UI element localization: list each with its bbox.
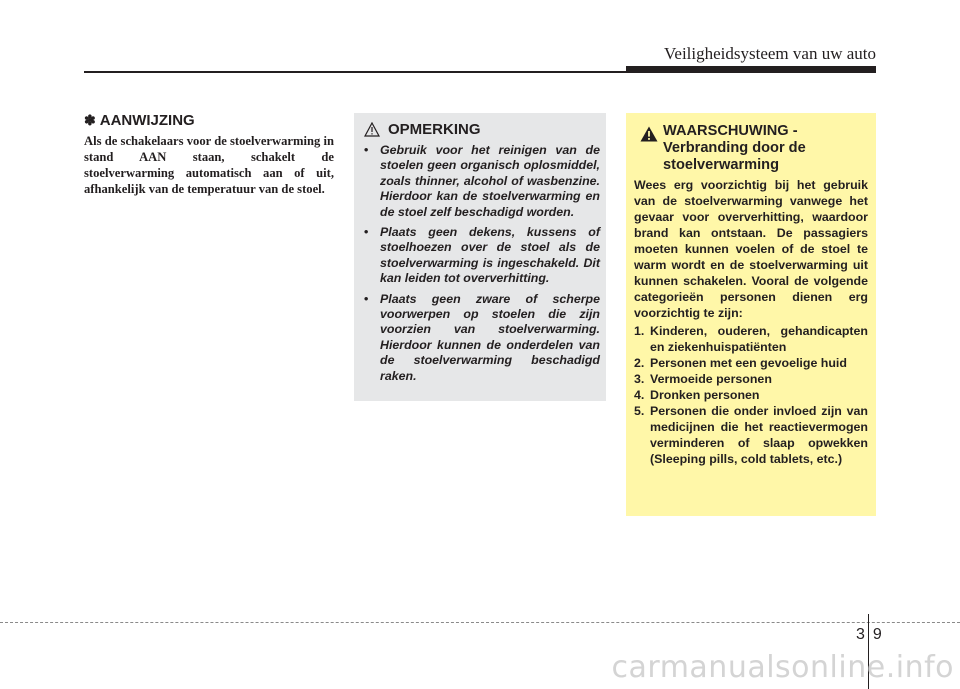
caution-list — [364, 143, 600, 389]
caution-triangle-icon — [364, 122, 380, 137]
warning-list — [634, 323, 868, 467]
caution-title — [364, 121, 481, 138]
note-star-icon: ✽ — [84, 112, 96, 128]
caution-item: • Plaats geen dekens, kussens of stoelhoezen over de stoel als de stoelverwarming is ingeschakeld. Dit kan leiden tot oververhitting. — [364, 225, 600, 286]
warning-title-line2: Verbranding door de — [663, 140, 806, 156]
caution-item: • Gebruik voor het reinigen van de stoelen geen organisch oplosmiddel, zoals thinner, alcohol of wasbenzine. Hierdoor kan de stoelverwarming en de stoel zelf beschadigd worden. — [364, 143, 600, 219]
header-rule-accent — [626, 66, 876, 73]
footer-rule — [0, 622, 960, 623]
note-section — [84, 112, 334, 197]
note-body: Als de schakelaars voor de stoelverwarming in stand AAN staan, schakelt de stoelverwarming automatisch aan of uit, afhankelijk van de temperatuur van de stoel. — [84, 134, 334, 196]
watermark-text: carmanualsonline.info — [611, 650, 954, 685]
page-header-title: Veiligheidsysteem van uw auto — [664, 44, 876, 63]
page-number — [856, 626, 890, 644]
page-chapter: 3 — [856, 626, 873, 643]
header-rule — [84, 71, 704, 73]
warning-title-line3: stoelverwarming — [663, 157, 779, 173]
warning-item: 2. Personen met een gevoelige huid — [634, 356, 847, 370]
warning-title-line1: WAARSCHUWING - — [663, 123, 798, 139]
warning-triangle-icon — [640, 126, 658, 142]
note-heading-label: AANWIJZING — [99, 112, 195, 129]
caution-item: • Plaats geen zware of scherpe voorwerpen op stoelen die zijn voorzien van stoelverwarming. Hierdoor kunnen de onderdelen van de stoelverwarming beschadigd raken. — [364, 291, 600, 383]
warning-intro: Wees erg voorzichtig bij het gebruik van de stoelverwarming vanwege het gevaar voor oververhitting, waardoor brand kan ontstaan. De passagiers moeten kunnen voelen of de stoel te warm wordt en de stoelverwarming uit kunnen schakelen. Vooral de volgende categorieën personen dienen erg voorzichtig te zijn: — [634, 178, 868, 320]
caution-title-label: OPMERKING — [388, 121, 481, 138]
note-heading — [84, 112, 334, 129]
caution-box — [354, 113, 606, 401]
warning-body — [634, 177, 868, 467]
warning-item: 4. Dronken personen — [634, 388, 760, 402]
page-num: 9 — [872, 626, 890, 643]
warning-item: 3. Vermoeide personen — [634, 372, 772, 386]
warning-box — [626, 113, 876, 516]
warning-header — [638, 123, 870, 174]
warning-item: 5. Personen die onder invloed zijn van medicijnen die het reactievermogen verminderen of slaap opwekken (Sleeping pills, cold tablets, etc.) — [634, 404, 868, 466]
warning-item: 1. Kinderen, ouderen, gehandicapten en ziekenhuispatiënten — [634, 324, 868, 354]
